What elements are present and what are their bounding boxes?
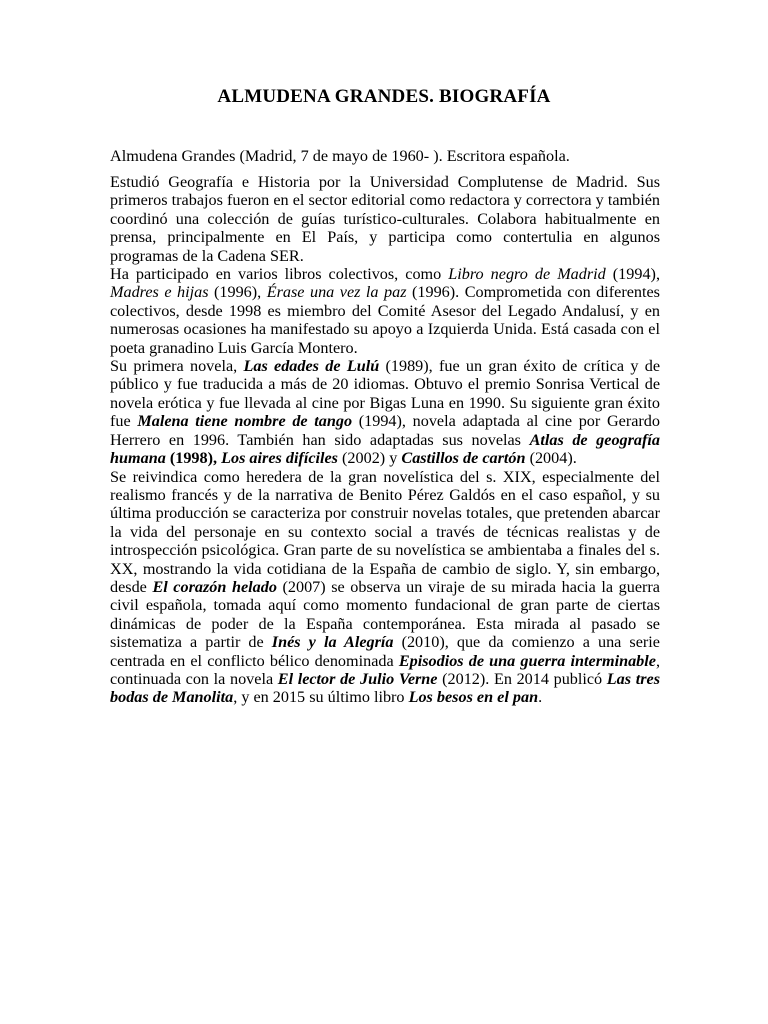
text-span: (1996), (208, 283, 267, 302)
book-title-el-lector: El lector de Julio Verne (277, 669, 438, 688)
biography-body (110, 173, 660, 707)
text-span: Se reivindica como heredera de la gran novelística del s. XIX, especialmente del realismo francés y de la narrativa de Benito Pérez Galdós en el caso español, y su última producción se caracteriza por construir novelas totales, que pretenden abarcar la vida del personaje en su contexto social a través de técnicas realistas y de introspección psicológica. Gran parte de su novelística se ambientaba a finales del s. XX, mostrando la vida cotidiana de la España de cambio de siglo. Y, sin embargo, desde (110, 467, 660, 596)
book-title-ines-y-la-alegria: Inés y la Alegría (271, 633, 394, 652)
book-title-el-corazon-helado: El corazón helado (152, 577, 277, 596)
intro-line: Almudena Grandes (Madrid, 7 de mayo de 1960- ). Escritora española. (110, 147, 570, 165)
text-span: (1994), novela adaptada al cine por Gerardo Herrero en 1996. También han sido adaptadas sus novelas (110, 412, 660, 449)
text-span: (2004). (525, 449, 577, 468)
text-span: (1989), fue un gran éxito de crítica y de público y fue traducida a más de 20 idiomas. Obtuvo el premio Sonrisa Vertical de novela erótica y fue llevada al cine por Bigas Luna en 1990. Su siguiente gran éxito fue (110, 357, 661, 431)
text-span: (2002) y (338, 449, 402, 468)
series-title-episodios: Episodios de una guerra interminable (398, 651, 656, 670)
text-span: (1994), (605, 265, 660, 284)
text-span: Su primera novela, (110, 357, 244, 376)
paragraph-style (110, 468, 660, 707)
text-span: (1998), (165, 449, 222, 468)
text-span: (2012). En 2014 publicó (437, 669, 607, 688)
book-title-los-aires-dificiles: Los aires difíciles (221, 449, 338, 468)
book-title-castillos-de-carton: Castillos de cartón (401, 449, 526, 468)
book-title-madres-e-hijas: Madres e hijas (110, 283, 209, 302)
text-span: , y en 2015 su último libro (233, 688, 409, 707)
book-title-malena: Malena tiene nombre de tango (137, 412, 353, 431)
book-title-las-edades-de-lulu: Las edades de Lulú (243, 357, 380, 376)
paragraph-novels (110, 357, 660, 467)
document-title: ALMUDENA GRANDES. BIOGRAFÍA (217, 86, 551, 107)
text-span: (1996). Comprometida con diferentes colectivos, desde 1998 es miembro del Comité Asesor del Legado Andalusí, y en numerosas ocasiones ha manifestado su apoyo a Izquierda Unida. Está casada con el poeta granadino Luis García Montero. (110, 283, 660, 357)
text-span: . (538, 688, 543, 707)
paragraph-collective-works (110, 265, 660, 357)
book-title-libro-negro: Libro negro de Madrid (448, 265, 606, 284)
text-span: (2010), que da comienzo a una serie centrada en el conflicto bélico denominada (110, 633, 660, 670)
book-title-atlas: Atlas de geografía humana (110, 430, 661, 468)
paragraph-studies: Estudió Geografía e Historia por la Universidad Complutense de Madrid. Sus primeros trabajos fueron en el sector editorial como redactora y correctora y también coordinó una colección de guías turístico-culturales. Colabora habitualmente en prensa, principalmente en El País, y participa como contertulia en algunos programas de la Cadena SER. (110, 173, 660, 265)
book-title-las-tres-bodas: Las tres bodas de Manolita (110, 669, 660, 707)
text-span: (2007) se observa un viraje de su mirada hacia la guerra civil española, tomada aquí como momento fundacional de gran parte de ciertas dinámicas de poder de la España contemporánea. Esta mirada al pasado se sistematiza a partir de (110, 577, 660, 652)
book-title-los-besos-en-el-pan: Los besos en el pan (408, 688, 539, 707)
text-span: , continuada con la novela (110, 651, 660, 688)
text-span: Ha participado en varios libros colectivos, como (110, 265, 449, 284)
book-title-erase-una-vez: Érase una vez la paz (266, 283, 407, 302)
